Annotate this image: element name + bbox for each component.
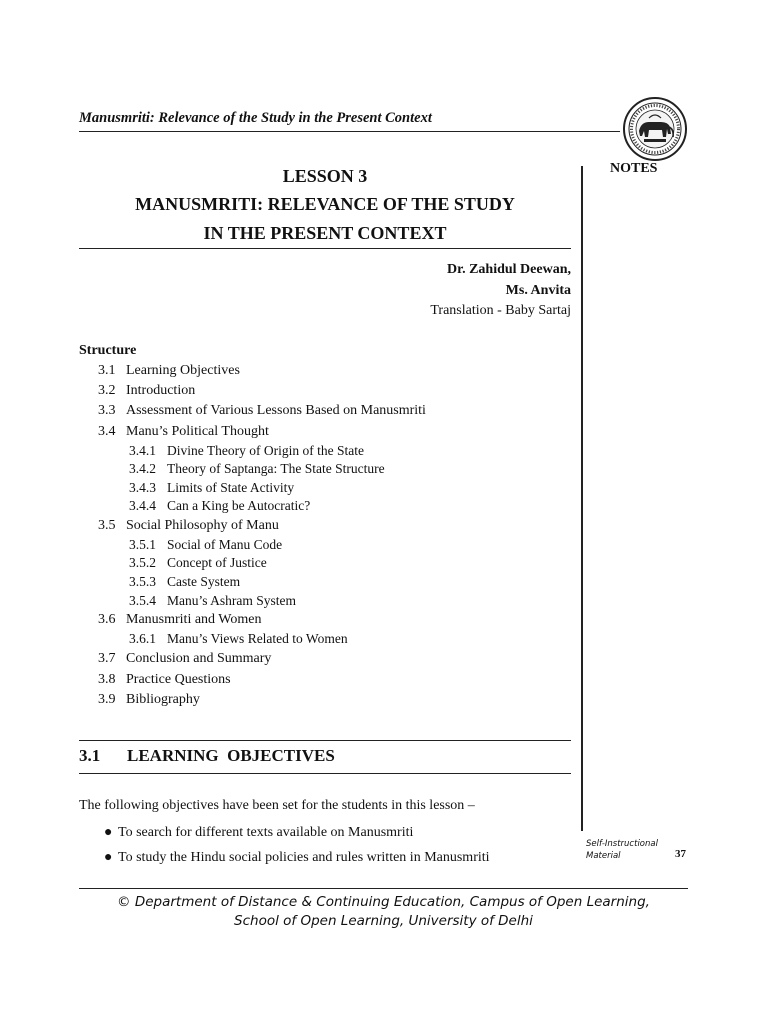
self-instructional-line1: Self-Instructional <box>586 839 658 849</box>
toc-number: 3.9 <box>98 692 116 707</box>
section-intro: The following objectives have been set for the students in this lesson – <box>79 798 475 813</box>
toc-number: 3.7 <box>98 651 116 666</box>
toc-label: Introduction <box>126 383 196 398</box>
toc-label: Bibliography <box>126 692 200 707</box>
author-1: Dr. Zahidul Deewan, <box>447 262 571 277</box>
toc-item <box>98 424 269 440</box>
toc-subitem <box>129 574 240 590</box>
toc-label: Divine Theory of Origin of the State <box>167 443 364 458</box>
toc-number: 3.5 <box>98 518 116 533</box>
toc-number: 3.5.4 <box>129 593 156 608</box>
toc-subitem <box>129 555 267 571</box>
toc-number: 3.4 <box>98 424 116 439</box>
header-rule <box>79 131 620 132</box>
toc-label: Manusmriti and Women <box>126 612 262 627</box>
toc-label: Caste System <box>167 574 241 589</box>
toc-subitem <box>129 461 385 477</box>
section-rule-bottom <box>79 773 571 774</box>
toc-number: 3.8 <box>98 672 116 687</box>
list-item <box>104 825 413 841</box>
toc-number: 3.5.2 <box>129 555 156 570</box>
translation-credit: Translation - Baby Sartaj <box>430 303 571 318</box>
toc-item <box>98 692 200 708</box>
toc-label: Manu’s Political Thought <box>126 424 269 439</box>
toc-item <box>98 363 240 379</box>
toc-number: 3.4.4 <box>129 498 156 513</box>
toc-item <box>98 672 231 688</box>
toc-number: 3.4.1 <box>129 443 156 458</box>
notes-label: NOTES <box>610 161 658 176</box>
section-heading <box>79 746 335 766</box>
page-number: 37 <box>675 848 686 860</box>
toc-item <box>98 651 271 667</box>
toc-number: 3.6 <box>98 612 116 627</box>
toc-label: Learning Objectives <box>126 363 240 378</box>
running-title: Manusmriti: Relevance of the Study in the Present Context <box>79 110 432 126</box>
bullet-text: To search for different texts available on Manusmriti <box>118 825 414 840</box>
toc-item <box>98 383 195 399</box>
toc-label: Conclusion and Summary <box>126 651 272 666</box>
lesson-title-line1: MANUSMRITI: RELEVANCE OF THE STUDY <box>135 194 515 214</box>
toc-label: Limits of State Activity <box>167 480 295 495</box>
footer-line1: © Department of Distance & Continuing Education, Campus of Open Learning, <box>117 894 650 910</box>
structure-heading: Structure <box>79 343 137 358</box>
toc-item <box>98 518 279 534</box>
toc-item <box>98 612 262 628</box>
toc-number: 3.4.3 <box>129 480 156 495</box>
toc-number: 3.2 <box>98 383 116 398</box>
bullet-icon: ● <box>104 825 113 840</box>
toc-label: Concept of Justice <box>167 555 267 570</box>
bullet-text: To study the Hindu social policies and rules written in Manusmriti <box>118 850 490 865</box>
toc-label: Can a King be Autocratic? <box>167 498 311 513</box>
toc-number: 3.4.2 <box>129 461 156 476</box>
toc-label: Assessment of Various Lessons Based on Manusmriti <box>126 403 426 418</box>
toc-subitem <box>129 593 296 609</box>
section-title: LEARNING OBJECTIVES <box>127 746 335 765</box>
footer-line2: School of Open Learning, University of Delhi <box>234 913 533 929</box>
lesson-title-line2: IN THE PRESENT CONTEXT <box>203 223 447 243</box>
toc-label: Manu’s Views Related to Women <box>167 631 348 646</box>
section-number: 3.1 <box>79 746 101 765</box>
toc-number: 3.3 <box>98 403 116 418</box>
toc-item <box>98 403 426 419</box>
toc-number: 3.1 <box>98 363 116 378</box>
toc-label: Social Philosophy of Manu <box>126 518 279 533</box>
author-2: Ms. Anvita <box>505 283 571 298</box>
title-rule <box>79 248 571 249</box>
margin-rule <box>581 166 583 831</box>
toc-subitem <box>129 631 348 647</box>
bullet-icon: ● <box>104 850 113 865</box>
lesson-number: LESSON 3 <box>282 166 368 186</box>
toc-number: 3.5.3 <box>129 574 156 589</box>
toc-subitem <box>129 537 282 553</box>
toc-label: Practice Questions <box>126 672 231 687</box>
toc-label: Manu’s Ashram System <box>167 593 297 608</box>
toc-subitem <box>129 498 310 514</box>
toc-number: 3.5.1 <box>129 537 156 552</box>
toc-label: Social of Manu Code <box>167 537 283 552</box>
university-seal-icon <box>622 96 688 162</box>
section-rule-top <box>79 740 571 741</box>
list-item <box>104 850 490 866</box>
footer-rule <box>79 888 688 889</box>
toc-label: Theory of Saptanga: The State Structure <box>167 461 385 476</box>
self-instructional-line2: Material <box>586 851 621 861</box>
toc-subitem <box>129 443 364 459</box>
self-instructional-label <box>586 838 658 862</box>
toc-number: 3.6.1 <box>129 631 156 646</box>
toc-subitem <box>129 480 294 496</box>
